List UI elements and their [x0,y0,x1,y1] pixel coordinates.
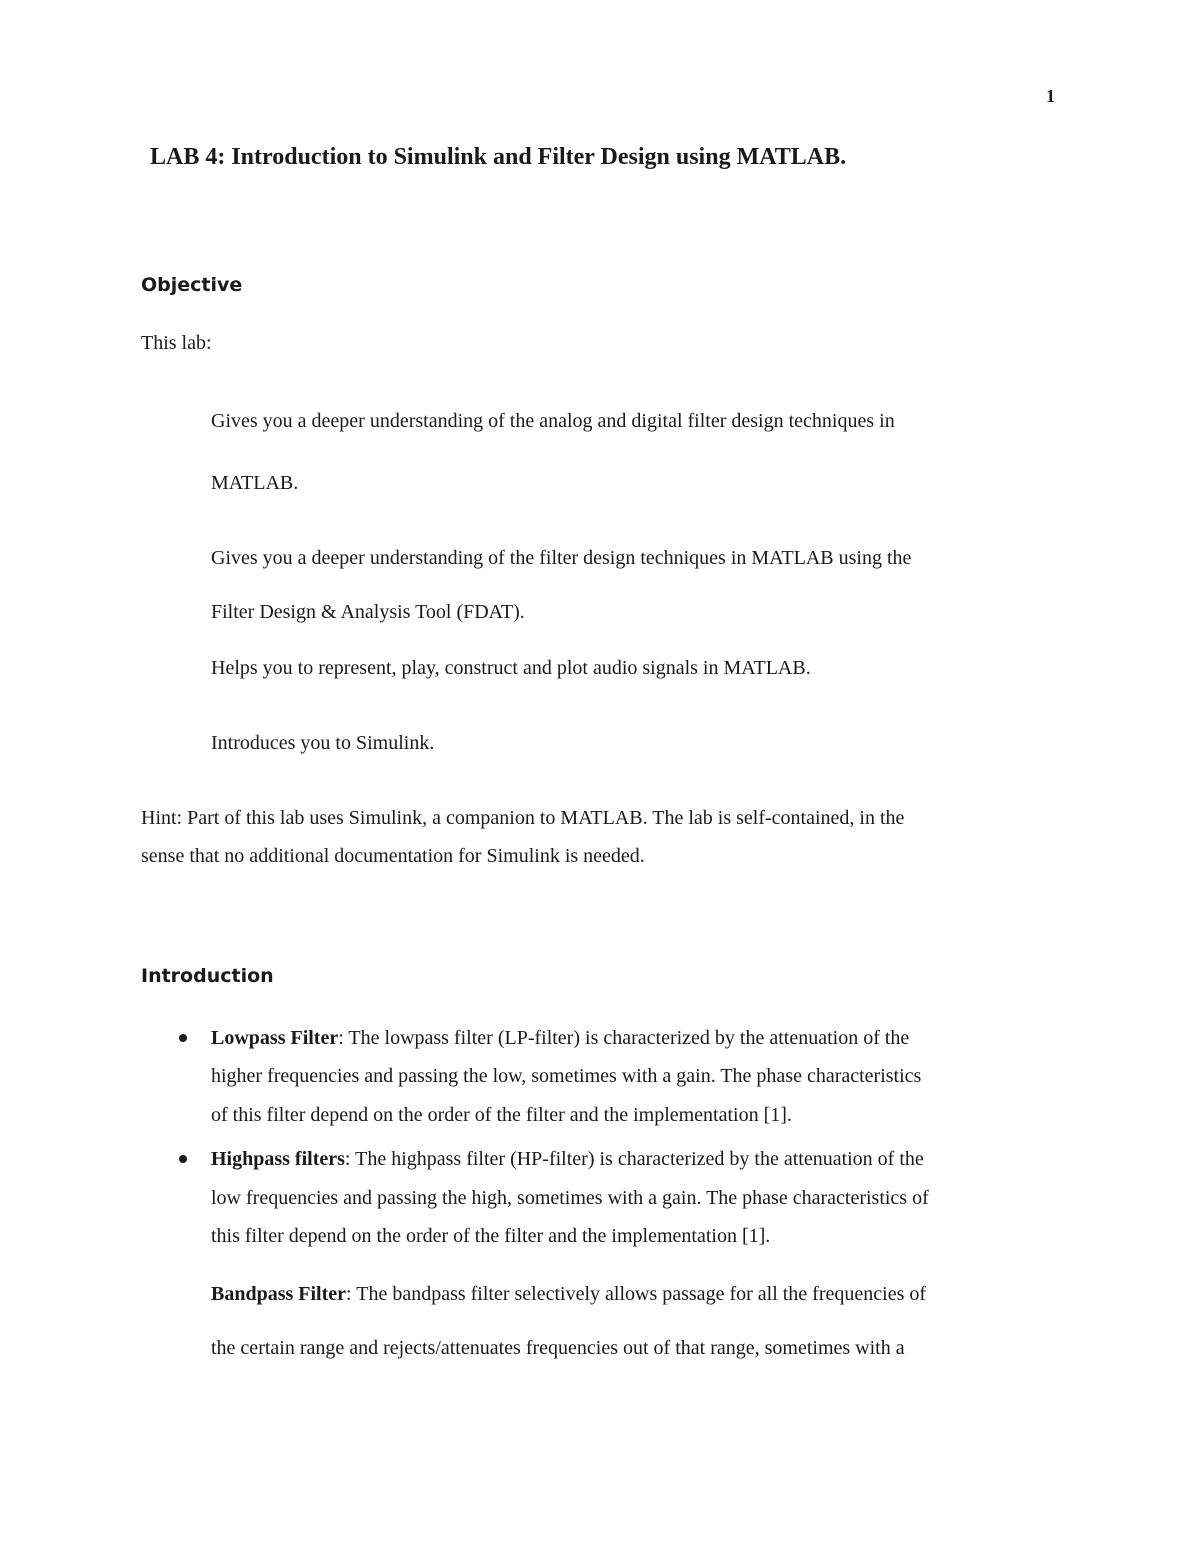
objective-intro: This lab: [141,332,212,354]
hint-line-1: Hint: Part of this lab uses Simulink, a companion to MATLAB. The lab is self-contained, in the [141,807,905,829]
lowpass-term: Lowpass Filter [211,1027,339,1049]
bullet-dot-icon [179,1155,187,1163]
highpass-line-1 [211,1146,924,1172]
objective-item-4: Introduces you to Simulink. [211,732,435,754]
bullet-dot-icon [179,1034,187,1042]
objective-item-1-line-1: Gives you a deeper understanding of the analog and digital filter design techniques in [211,410,895,432]
lowpass-line-2: higher frequencies and passing the low, sometimes with a gain. The phase characteristics [211,1065,922,1087]
objective-item-2-line-2: Filter Design & Analysis Tool (FDAT). [211,601,525,623]
hint-line-2: sense that no additional documentation for Simulink is needed. [141,845,645,867]
page-number: 1 [1046,86,1055,106]
bandpass-term: Bandpass Filter [211,1283,347,1305]
highpass-line-2: low frequencies and passing the high, sometimes with a gain. The phase characteristics of [211,1187,929,1209]
highpass-term: Highpass filters [211,1148,345,1170]
objective-item-1-line-2: MATLAB. [211,472,299,494]
introduction-heading: Introduction [141,965,274,987]
objective-item-3: Helps you to represent, play, construct and plot audio signals in MATLAB. [211,657,811,679]
bandpass-line-2: the certain range and rejects/attenuates frequencies out of that range, sometimes with a [211,1337,905,1359]
lowpass-line-1 [211,1025,909,1051]
bandpass-text-1: : The bandpass filter selectively allows passage for all the frequencies of [346,1283,927,1305]
lowpass-line-3: of this filter depend on the order of the filter and the implementation [1]. [211,1104,792,1126]
lowpass-text-1: : The lowpass filter (LP-filter) is characterized by the attenuation of the [338,1027,910,1049]
highpass-line-3: this filter depend on the order of the filter and the implementation [1]. [211,1225,771,1247]
highpass-text-1: : The highpass filter (HP-filter) is characterized by the attenuation of the [344,1148,924,1170]
document-title: LAB 4: Introduction to Simulink and Filter Design using MATLAB. [150,144,847,170]
objective-item-2-line-1: Gives you a deeper understanding of the filter design techniques in MATLAB using the [211,547,912,569]
objective-heading: Objective [141,274,243,296]
bandpass-line-1 [211,1281,926,1307]
